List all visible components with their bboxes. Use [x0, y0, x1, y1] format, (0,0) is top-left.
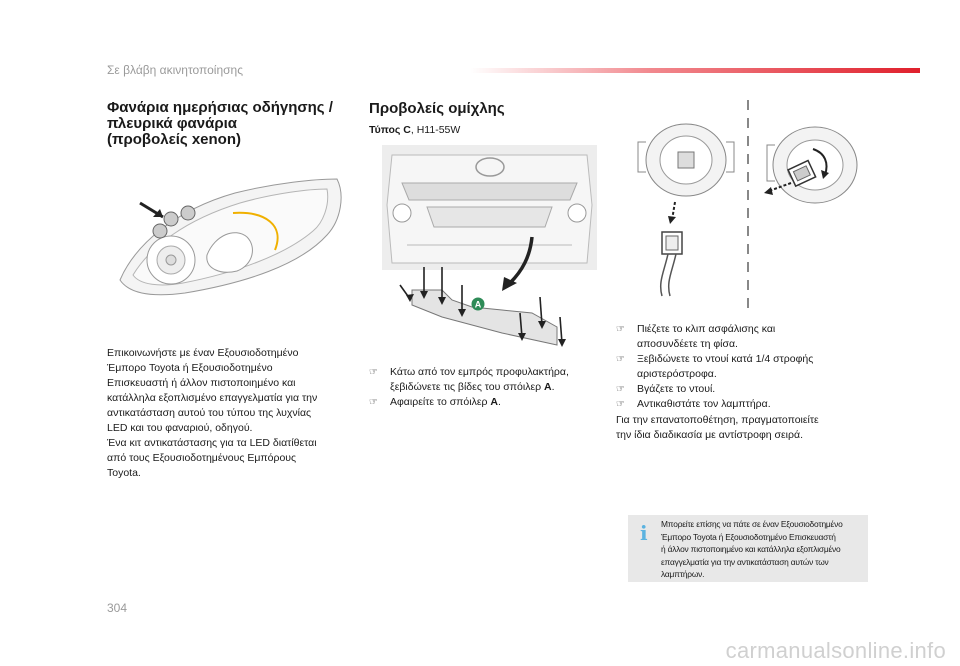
info-box-text	[661, 518, 866, 581]
list-item	[616, 382, 861, 397]
step-line: Αφαιρείτε το σπόιλερ	[390, 396, 491, 408]
para-line: Toyota.	[107, 467, 141, 479]
note-line: την ίδια διαδικασία με αντίστροφη σειρά.	[616, 429, 803, 441]
pointing-hand-icon: ☞	[616, 354, 625, 365]
para-line: από τους Εξουσιοδοτημένους Εμπόρους	[107, 452, 297, 464]
bulb-type-line	[369, 124, 460, 136]
info-line: επαγγελματία για την αντικατάσταση αυτών των	[661, 556, 829, 567]
step-line: αριστερόστροφα.	[637, 368, 717, 380]
para-line: Ένα κιτ αντικατάστασης για τα LED διατίθεται	[107, 437, 317, 449]
fog-lamps-section-title: Προβολείς ομίχλης	[369, 100, 505, 117]
fog-lamp-bulb-illustration	[755, 115, 870, 220]
front-bumper-illustration	[382, 145, 597, 357]
list-item	[369, 395, 599, 410]
drl-title-line-2: πλευρικά φανάρια	[107, 115, 238, 132]
illustration-divider	[747, 100, 749, 315]
step-line: ξεβιδώνετε τις βίδες του σπόιλερ	[390, 381, 545, 393]
step-line: Βγάζετε το ντουί.	[637, 383, 716, 395]
para-line: Επικοινωνήστε με έναν Εξουσιοδοτημένο	[107, 347, 299, 359]
list-item	[369, 365, 599, 395]
pointing-hand-icon: ☞	[616, 384, 625, 395]
pointing-hand-icon: ☞	[369, 367, 378, 378]
step-tail: .	[551, 381, 555, 393]
page-number: 304	[107, 601, 128, 615]
step-line: Κάτω από τον εμπρός προφυλακτήρα,	[390, 366, 569, 378]
info-icon: i	[640, 521, 648, 545]
bulb-type-value: , H11-55W	[410, 124, 461, 136]
info-line: ή άλλον πιστοποιημένο και κατάλληλα εξοπλισμένο	[661, 544, 841, 555]
step-tail: .	[498, 396, 501, 408]
bulb-type-label: Τύπος C	[369, 124, 411, 136]
bulb-replacement-steps	[616, 322, 861, 412]
info-line: Μπορείτε επίσης να πάτε σε έναν Εξουσιοδοτημένο	[661, 519, 843, 529]
note-line: Για την επανατοποθέτηση, πραγματοποιείτε	[616, 414, 819, 426]
spoiler-label-a: A	[474, 299, 482, 310]
pointing-hand-icon: ☞	[616, 399, 625, 410]
para-line: κατάλληλα εξοπλισμένο επαγγελματία για την	[107, 392, 318, 404]
para-line: Επισκευαστή ή άλλον πιστοποιημένο και	[107, 377, 296, 389]
step-line: Αντικαθιστάτε τον λαμπτήρα.	[637, 398, 771, 410]
headlamp-illustration	[115, 175, 350, 300]
drl-title-line-3: (προβολείς xenon)	[107, 131, 242, 148]
drl-title-line-1: Φανάρια ημερήσιας οδήγησης /	[107, 99, 333, 116]
reassembly-note	[616, 413, 866, 443]
step-line: Πιέζετε το κλιπ ασφάλισης και	[637, 323, 776, 335]
step-line: αποσυνδέετε τη φίσα.	[637, 338, 738, 350]
para-line: LED και του φαναριού, οδηγού.	[107, 422, 253, 434]
info-line: Έμπορο Toyota ή Εξουσιοδοτημένο Επισκευαστή	[661, 531, 836, 542]
para-line: Έμπορο Toyota ή Εξουσιοδοτημένο	[107, 362, 273, 374]
header-accent-bar	[470, 68, 920, 73]
list-item	[616, 352, 861, 382]
drl-instructions-paragraph	[107, 346, 352, 481]
list-item	[616, 397, 861, 412]
fog-removal-steps	[369, 365, 599, 410]
drl-section-title	[107, 100, 357, 148]
fog-lamp-connector-illustration	[628, 112, 743, 297]
para-line: αντικατάσταση αυτού του τύπου της λυχνίας	[107, 407, 312, 419]
step-line: Ξεβιδώνετε το ντουί κατά 1/4 στροφής	[637, 353, 814, 365]
list-item	[616, 322, 861, 352]
info-line: λαμπτήρων.	[661, 569, 705, 580]
pointing-hand-icon: ☞	[616, 324, 625, 335]
step-bold-ref: A	[544, 381, 552, 393]
step-bold-ref: A	[490, 396, 499, 408]
pointing-hand-icon: ☞	[369, 397, 378, 408]
info-box	[628, 515, 868, 582]
section-header-title: Σε βλάβη ακινητοποίησης	[107, 63, 244, 77]
site-watermark: carmanualsonline.info	[725, 638, 946, 663]
